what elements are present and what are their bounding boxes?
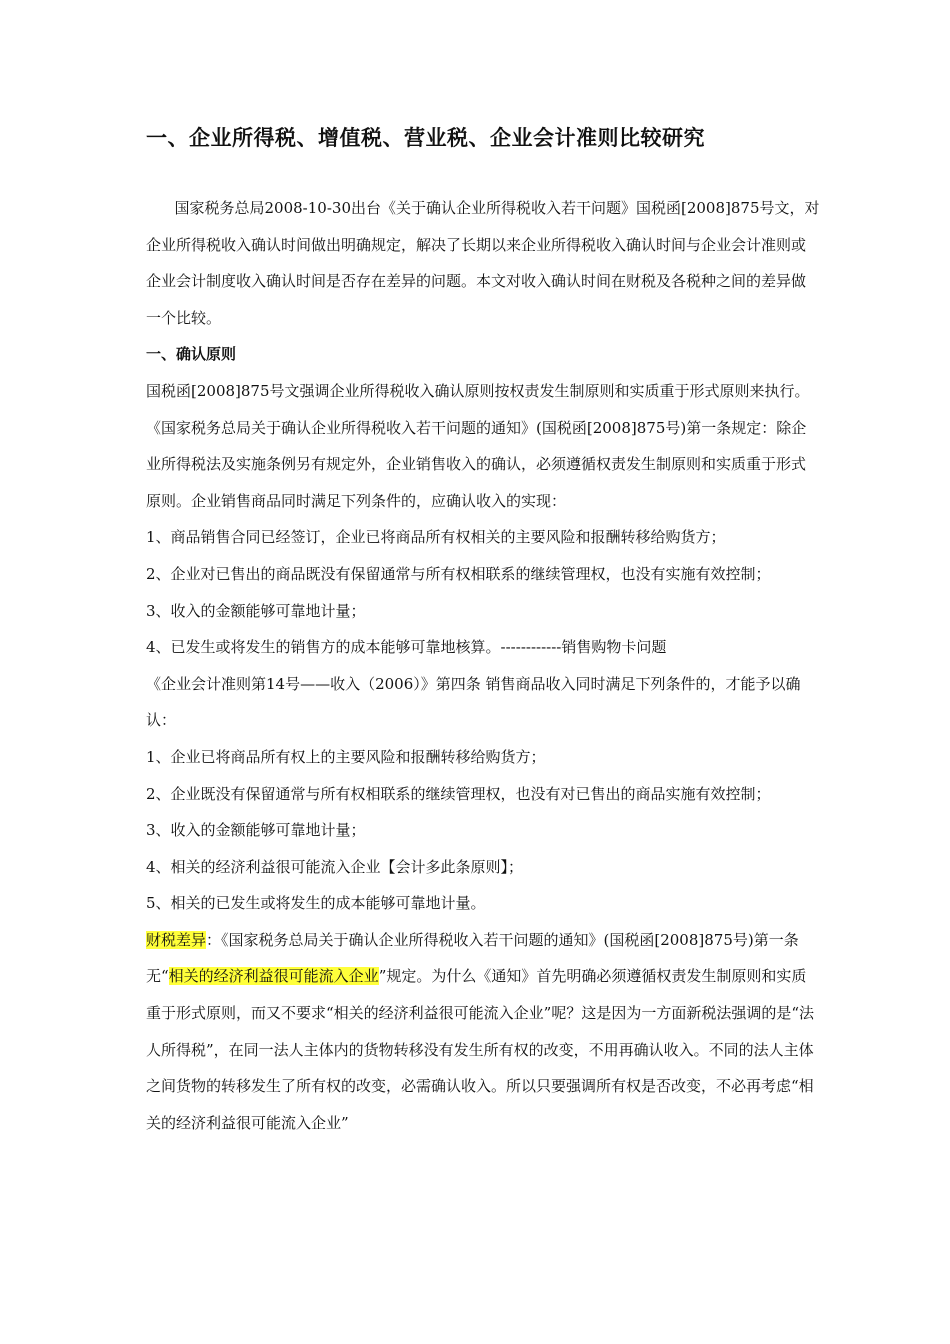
document-title: 一、企业所得税、增值税、营业税、企业会计准则比较研究 bbox=[146, 126, 705, 150]
difference-text-start: ：《国家税务总局关于确认企业所得税收入若干问题的通知》(国税函[2008]875号)第一条无“ bbox=[146, 930, 799, 986]
accounting-standard-paragraph: 《企业会计准则第14号——收入（2006）》第四条 销售商品收入同时满足下列条件的，才能予以确认： bbox=[146, 674, 801, 730]
tax-condition-item: 3、收入的金额能够可靠地计量； bbox=[146, 601, 366, 620]
tax-condition-item: 2、企业对已售出的商品既没有保留通常与所有权相联系的继续管理权，也没有实施有效控制； bbox=[146, 564, 771, 583]
highlighted-phrase: 相关的经济利益很可能流入企业 bbox=[168, 967, 379, 986]
tax-condition-item: 4、已发生或将发生的销售方的成本能够可靠地核算。------------销售购物卡问题 bbox=[146, 638, 667, 657]
accounting-condition-item: 3、收入的金额能够可靠地计量； bbox=[146, 821, 366, 840]
intro-paragraph: 国家税务总局2008-10-30出台《关于确认企业所得税收入若干问题》国税函[2008]875号文，对企业所得税收入确认时间做出明确规定，解决了长期以来企业所得税收入确认时间与企业会计准则或企业会计制度收入确认时间是否存在差异的问题。本文对收入确认时间在财税及各税种之间的差异做一个比较。 bbox=[146, 199, 820, 327]
tax-condition-item: 1、商品销售合同已经签订，企业已将商品所有权相关的主要风险和报酬转移给购货方； bbox=[146, 528, 726, 547]
difference-text-rest: ”规定。为什么《通知》首先明确必须遵循权责发生制原则和实质重于形式原则，而又不要求“相关的经济利益很可能流入企业”呢？这是因为一方面新税法强调的是“法人所得税”，在同一法人主体内的货物转移没有发生所有权的改变，不用再确认收入。不同的法人主体之间货物的转移发生了所有权的改变，必需确认收入。所以只要强调所有权是否改变，不必再考虑“相关的经济利益很可能流入企业” bbox=[146, 967, 815, 1132]
document-body bbox=[146, 190, 820, 1141]
section-heading: 一、确认原则 bbox=[146, 345, 237, 364]
difference-label: 财税差异 bbox=[146, 930, 207, 949]
accounting-condition-item: 1、企业已将商品所有权上的主要风险和报酬转移给购货方； bbox=[146, 747, 546, 766]
accounting-condition-item: 5、相关的已发生或将发生的成本能够可靠地计量。 bbox=[146, 894, 486, 913]
tax-rule-paragraph: 国税函[2008]875号文强调企业所得税收入确认原则按权责发生制原则和实质重于形式原则来执行。《国家税务总局关于确认企业所得税收入若干问题的通知》(国税函[2008]875号)第一条规定：除企业所得税法及实施条例另有规定外，企业销售收入的确认，必须遵循权责发生制原则和实质重于形式原则。企业销售商品同时满足下列条件的，应确认收入的实现： bbox=[146, 381, 810, 510]
tax-difference-paragraph bbox=[146, 922, 820, 1142]
accounting-condition-item: 4、相关的经济利益很可能流入企业【会计多此条原则】； bbox=[146, 857, 524, 876]
accounting-condition-item: 2、企业既没有保留通常与所有权相联系的继续管理权，也没有对已售出的商品实施有效控制； bbox=[146, 784, 771, 803]
